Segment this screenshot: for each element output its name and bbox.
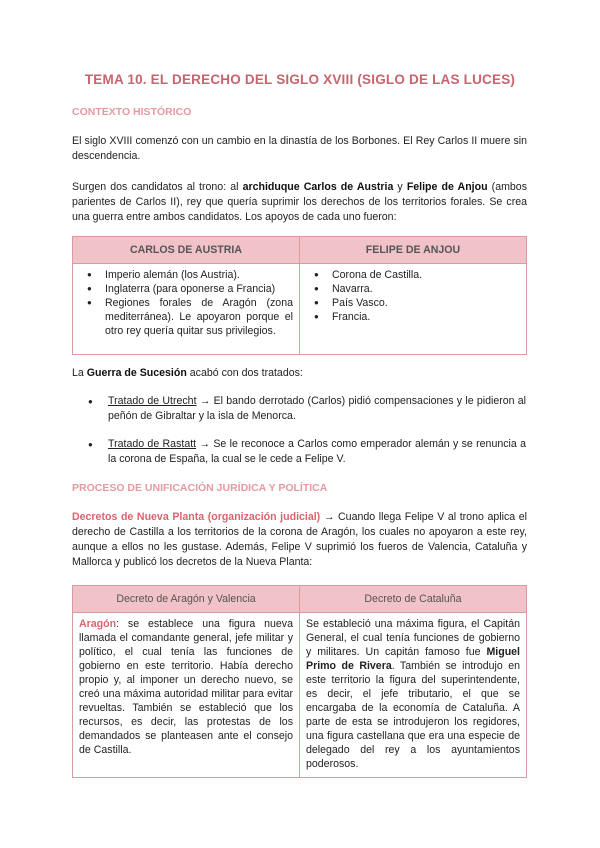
bullet-icon: ● [88,440,93,449]
section-heading-unificacion: PROCESO DE UNIFICACIÓN JURÍDICA Y POLÍTICA [72,482,328,494]
treaty-utrecht [88,394,526,424]
decretos-title: Decretos de Nueva Planta (organización judicial) [72,511,321,523]
document-title: TEMA 10. EL DERECHO DEL SIGLO XVIII (SIGLO DE LAS LUCES) [84,72,516,87]
bold-felipe: Felipe de Anjou [406,181,488,193]
text-fragment: y [393,181,407,193]
list-item: ● País Vasco. [320,296,520,310]
list-item: ● Navarra. [320,282,520,296]
cell-aragon [73,613,300,778]
list-item: ● Corona de Castilla. [320,268,520,282]
cell-cataluna [300,613,527,778]
bold-guerra: Guerra de Sucesión [86,367,187,379]
cell-carlos-apoyos [73,264,300,355]
text-fragment: La [72,367,87,379]
paragraph-decretos [72,510,527,570]
header-carlos: CARLOS DE AUSTRIA [73,237,300,264]
bold-primo-rivera: Miguel Primo de Rivera [306,646,520,672]
bold-carlos: archiduque Carlos de Austria [242,181,394,193]
paragraph-intro: El siglo XVIII comenzó con un cambio en la dinastía de los Borbones. El Rey Carlos II muere sin descendencia. [72,135,527,162]
text-fragment: : se establece una figura nueva llamada el comandante general, jefe militar y político, el cual tenía las funciones de gobierno en este territorio. Había derecho propio y, al imponer un derecho nuevo, se creó una máxima autoridad militar para evitar revueltas. También se estableció que los recursos, es decir, las protestas de los demandados se planteasen ante el consejo de Castilla. [79,618,293,756]
apoyos-table [72,236,527,355]
treaty-rastatt [88,437,526,467]
text-fragment: → Cuando llega Felipe V al trono aplica el derecho de Castilla a los territorios de la corona de Aragón, los cuales no apoyaron a este rey, aunque a ellos no les gustase. Además, Felipe V suprimió los fueros de Valencia, Cataluña y Mallorca y publicó los decretos de la Nueva Planta: [72,511,527,568]
list-item: ● Regiones forales de Aragón (zona mediterránea). Le apoyaron porque el otro rey quería quitar sus privilegios. [93,296,293,338]
treaty-text: → Se le reconoce a Carlos como emperador alemán y se renuncia a la corona de España, la cual se le cede a Felipe V. [108,438,526,465]
header-cataluna: Decreto de Cataluña [300,586,527,613]
treaty-name: Tratado de Rastatt [108,438,197,450]
paragraph-candidatos [72,180,527,225]
text-fragment: Surgen dos candidatos al trono: al [72,181,243,193]
section-heading-contexto: CONTEXTO HISTÓRICO [72,106,192,118]
paragraph-guerra [72,366,527,381]
header-aragon: Decreto de Aragón y Valencia [73,586,300,613]
treaty-name: Tratado de Utrecht [108,395,197,407]
aragon-label: Aragón [79,618,117,630]
cell-felipe-apoyos [300,264,527,355]
bullet-icon: ● [88,397,93,406]
decretos-table [72,585,527,778]
text-fragment: acabó con dos tratados: [186,367,303,379]
text-fragment: . También se introdujo en este territorio la figura del superintendente, es decir, el jefe tributario, el que se encargaba de la economía de Cataluña. A parte de esta se introdujeron los regidores, una figura castellana que era una especie de delegado del rey a los ayuntamientos poderosos. [306,660,520,770]
list-item: ● Inglaterra (para oponerse a Francia) [93,282,293,296]
text-fragment: Se estableció una máxima figura, el Capitán General, el cual tenía funciones de gobierno y militares. Un capitán famoso fue [306,618,520,658]
treaty-text: → El bando derrotado (Carlos) pidió compensaciones y le pidieron al peñón de Gibraltar y la isla de Menorca. [108,395,526,422]
list-item: ● Imperio alemán (los Austria). [93,268,293,282]
header-felipe: FELIPE DE ANJOU [300,237,527,264]
text-fragment: (ambos parientes de Carlos II), rey que quería suprimir los derechos de los territorios forales. Se crea una guerra entre ambos candidatos. Los apoyos de cada uno fueron: [72,181,527,223]
list-item: ● Francia. [320,310,520,324]
